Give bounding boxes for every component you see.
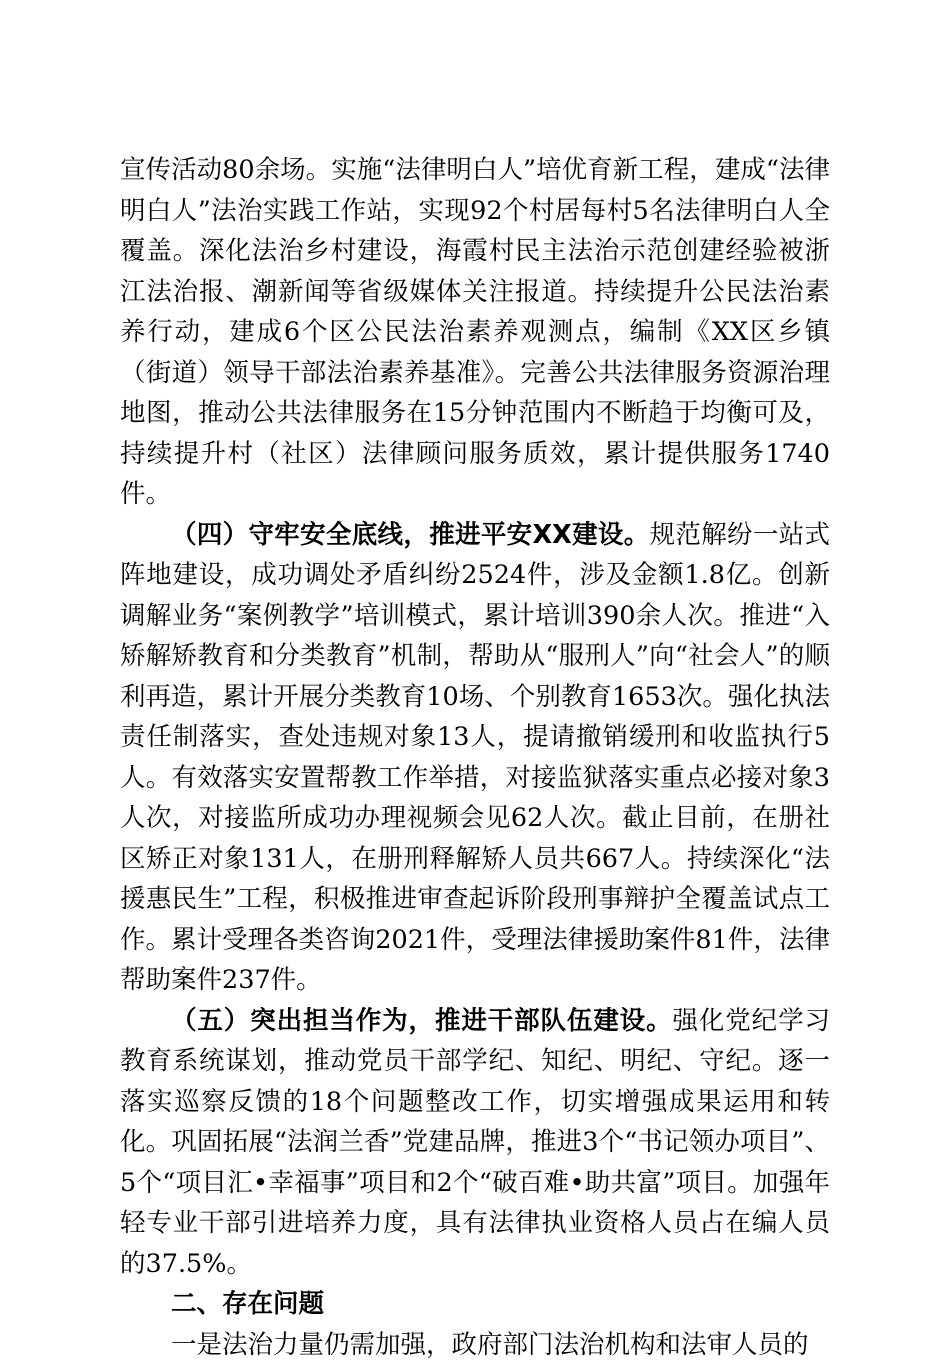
paragraph-cadre-lead: （五）突出担当作为，推进干部队伍建设。 <box>171 1006 673 1036</box>
paragraph-safety <box>120 515 830 1001</box>
document-page <box>120 150 830 1365</box>
paragraph-publicity-continuation: 宣传活动80余场。实施“法律明白人”培优育新工程，建成“法律明白人”法治实践工作站，实现92个村居每村5名法律明白人全覆盖。深化法治乡村建设，海霞村民主法治示范创建经验被浙江法治报、潮新闻等省级媒体关注报道。持续提升公民法治素养行动，建成6个区公民法治素养观测点，编制《XX区乡镇（街道）领导干部法治素养基准》。完善公共法律服务资源治理地图，推动公共法律服务在15分钟范围内不断趋于均衡可及，持续提升村（社区）法律顾问服务质效，累计提供服务1740件。 <box>120 150 830 515</box>
paragraph-safety-lead: （四）守牢安全底线，推进平安XX建设。 <box>171 520 650 550</box>
paragraph-safety-body: 规范解纷一站式阵地建设，成功调处矛盾纠纷2524件，涉及金额1.8亿。创新调解业务“案例教学”培训模式，累计培训390余人次。推进“入矫解矫教育和分类教育”机制，帮助从“服刑人”向“社会人”的顺利再造，累计开展分类教育10场、个别教育1653次。强化执法责任制落实，查处违规对象13人，提请撤销缓刑和收监执行5人。有效落实安置帮教工作举措，对接监狱落实重点必接对象3人次，对接监所成功办理视频会见62人次。截止目前，在册社区矫正对象131人，在册刑释解矫人员共667人。持续深化“法援惠民生”工程，积极推进审查起诉阶段刑事辩护全覆盖试点工作。累计受理各类咨询2021件，受理法律援助案件81件，法律帮助案件237件。 <box>120 520 830 996</box>
paragraph-problems-first: 一是法治力量仍需加强，政府部门法治机构和法审人员的 <box>120 1325 830 1365</box>
paragraph-cadre-body: 强化党纪学习教育系统谋划，推动党员干部学纪、知纪、明纪、守纪。逐一落实巡察反馈的18个问题整改工作，切实增强成果运用和转化。巩固拓展“法润兰香”党建品牌，推进3个“书记领办项目”、5个“项目汇•幸福事”项目和2个“破百难•助共富”项目。加强年轻专业干部引进培养力度，具有法律执业资格人员占在编人员的37.5%。 <box>120 1006 830 1279</box>
paragraph-cadre <box>120 1001 830 1285</box>
section-heading-problems: 二、存在问题 <box>120 1284 830 1325</box>
